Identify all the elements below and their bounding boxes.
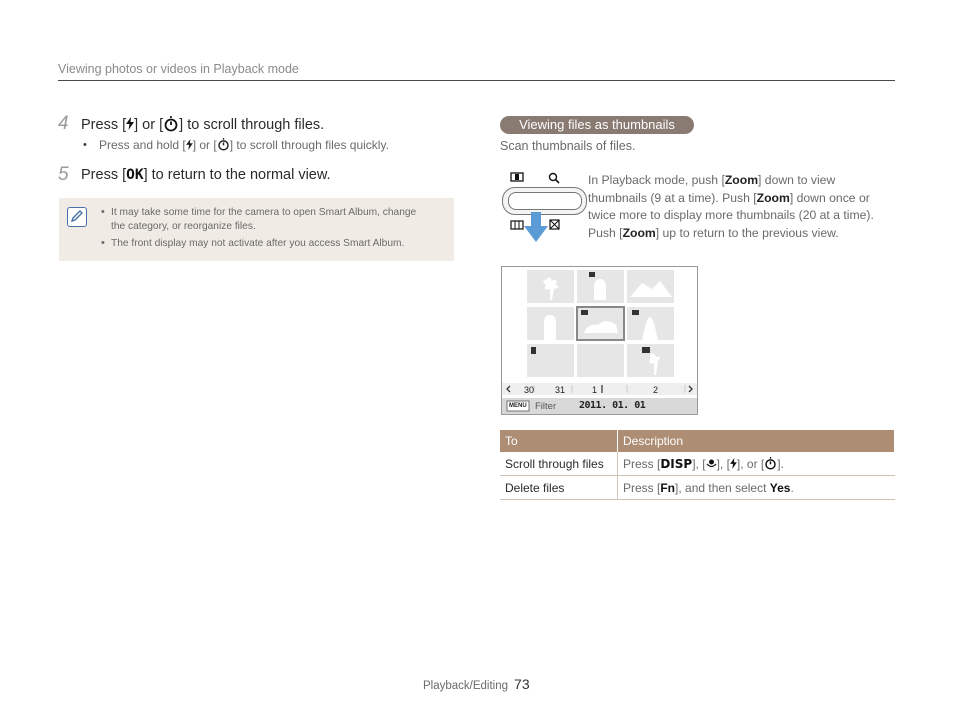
header-divider	[58, 80, 895, 81]
zoom-key: Zoom	[724, 173, 759, 187]
date-label: 2011. 01. 01	[579, 400, 646, 411]
bullet: •	[101, 237, 105, 249]
table-header-to: To	[500, 430, 618, 452]
note-pencil-icon	[67, 207, 87, 227]
page-number: 73	[514, 676, 530, 692]
timeline-label: 1	[592, 385, 598, 395]
flash-icon	[730, 458, 737, 469]
yes-option: Yes	[769, 480, 791, 495]
cell-text: Press [	[623, 456, 661, 471]
table-row	[500, 476, 895, 500]
step-number: 4	[58, 113, 69, 134]
zoom-in-icon	[548, 172, 560, 184]
self-timer-icon	[217, 138, 230, 151]
step-5-text	[81, 167, 331, 183]
table-header-description: Description	[618, 430, 895, 452]
menu-label: MENU	[509, 403, 527, 409]
subtext-part: Press and hold [	[99, 138, 186, 152]
step-4-subtext	[99, 138, 389, 152]
table-row	[500, 452, 895, 476]
cell-text: ].	[777, 456, 784, 471]
step-4-text	[81, 116, 324, 133]
section-heading-pill: Viewing files as thumbnails	[500, 116, 694, 134]
footer-section: Playback/Editing	[423, 680, 509, 692]
cell-text: ], or [	[736, 456, 765, 471]
note-line: It may take some time for the camera to open Smart Album, change	[111, 207, 417, 218]
full-view-icon	[549, 219, 560, 230]
disp-key: DISP	[660, 456, 693, 471]
subtext-part: ] to scroll through files quickly.	[229, 138, 389, 152]
timeline-label: 2	[653, 385, 659, 395]
step-number: 5	[58, 164, 69, 185]
note-box	[59, 198, 454, 261]
table-cell	[618, 476, 895, 500]
step-text-part: ] to return to the normal view.	[143, 167, 331, 183]
table-cell	[618, 452, 895, 476]
cell-text: ], and then select	[675, 480, 770, 495]
macro-flower-icon	[706, 458, 717, 469]
bullet: •	[101, 206, 105, 218]
cell-text: Press [	[623, 480, 661, 495]
zoom-lever-inner	[508, 192, 582, 210]
thumbnail-icon	[510, 220, 524, 230]
page-footer	[423, 676, 530, 692]
note-line: The front display may not activate after you access Smart Album.	[111, 238, 405, 249]
table-header-row	[500, 430, 895, 452]
step-text-part: Press [	[81, 117, 127, 133]
flash-icon	[186, 139, 193, 150]
flash-icon	[126, 117, 134, 130]
desc-part: ] down to view thumbnails (9 at a time). Push [	[588, 173, 836, 205]
zoom-description	[588, 172, 888, 242]
fn-key: Fn	[660, 480, 676, 495]
desc-part: In Playback mode, push [	[588, 173, 725, 187]
table-cell: Scroll through files	[500, 452, 618, 476]
desc-part: ] up to return to the previous view.	[655, 225, 839, 240]
step-text-part: ] or [	[134, 117, 164, 133]
step-text-part: ] to scroll through files.	[179, 117, 325, 133]
cell-text: .	[790, 480, 794, 495]
section-header: Viewing photos or videos in Playback mode	[58, 62, 299, 76]
note-line: the category, or reorganize files.	[111, 221, 256, 232]
section-lead: Scan thumbnails of files.	[500, 139, 636, 153]
ok-key: OK	[126, 167, 144, 183]
arrow-down-icon	[524, 212, 548, 242]
timeline-label: 31	[555, 385, 566, 395]
table-cell: Delete files	[500, 476, 618, 500]
controls-table	[500, 430, 895, 500]
self-timer-icon	[163, 116, 179, 132]
cell-text: ], [	[716, 456, 730, 471]
wide-icon	[510, 172, 524, 182]
camera-screen-illustration	[501, 266, 698, 415]
self-timer-icon	[764, 457, 777, 470]
zoom-key: Zoom	[622, 225, 656, 240]
step-text-part: Press [	[81, 167, 127, 183]
desc-part: ] down once or twice more to display more thumbnails (20 at a time). Push [	[588, 190, 874, 240]
subtext-part: ] or [	[192, 138, 217, 152]
timeline-label: 30	[524, 385, 535, 395]
filter-label: Filter	[535, 401, 557, 412]
bullet: •	[83, 139, 87, 151]
zoom-key: Zoom	[756, 190, 790, 205]
cell-text: ], [	[692, 456, 706, 471]
